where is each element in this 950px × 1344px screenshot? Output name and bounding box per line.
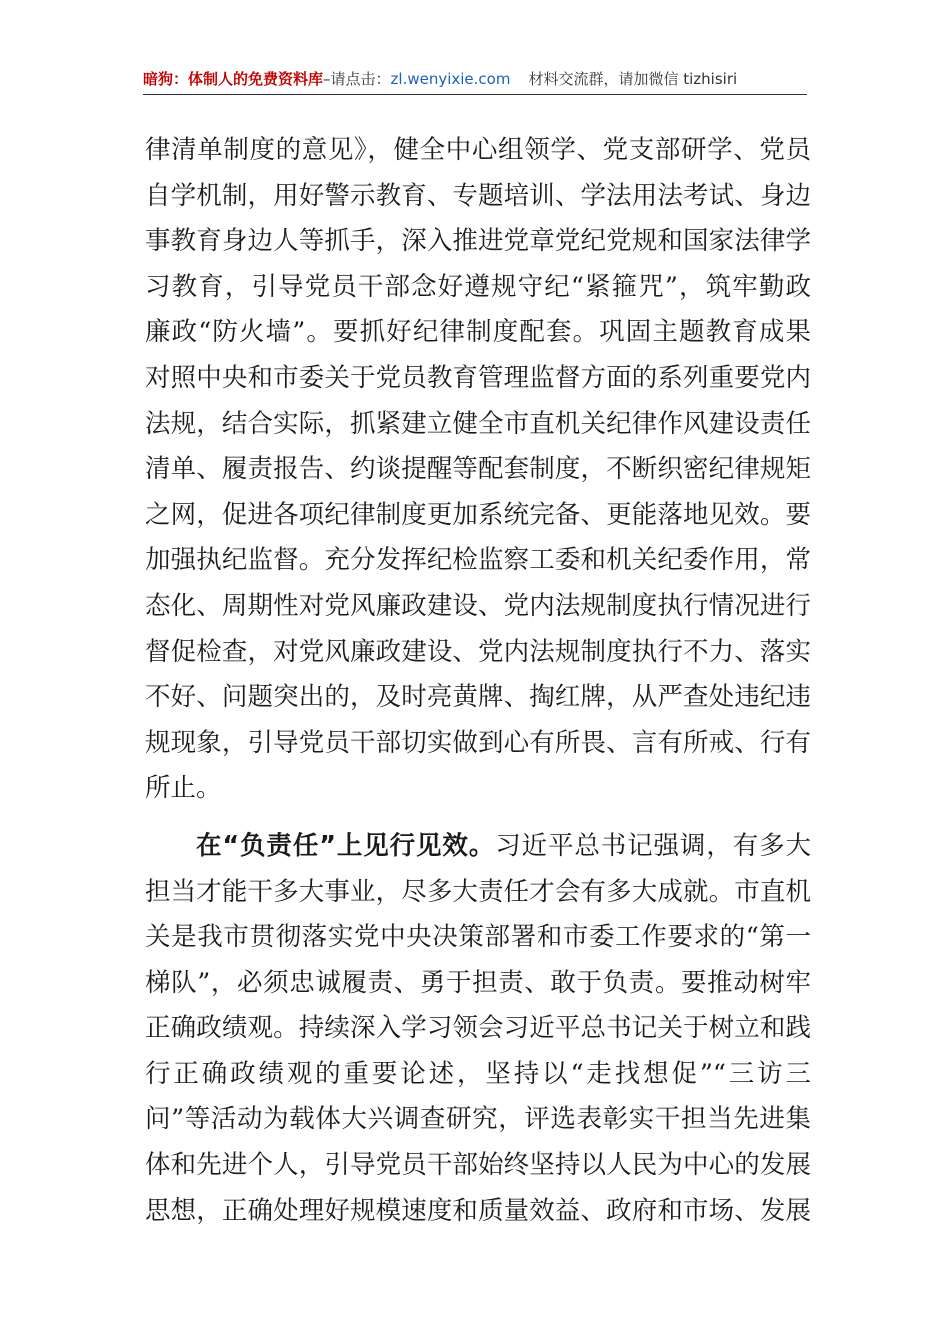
text-line: 律清单制度的意见》，健全中心组领学、党支部研学、党员 <box>145 135 811 165</box>
text-line: 事教育身边人等抓手，深入推进党章党纪党规和国家法律学 <box>145 226 811 257</box>
paragraph-gap <box>145 812 811 824</box>
text-line: 清单、履责报告、约谈提醒等配套制度，不断织密纪律规矩 <box>145 454 811 485</box>
text-line: 自学机制，用好警示教育、专题培训、学法用法考试、身边 <box>145 180 811 211</box>
text-fragment: 习近平总书记强调，有多大 <box>495 830 811 861</box>
document-body <box>145 128 811 1234</box>
paragraph-2 <box>145 824 811 1234</box>
text-line-first <box>145 824 811 870</box>
text-line: 行正确政绩观的重要论述，坚持以“走找想促”“三访三 <box>145 1058 811 1089</box>
text-line: 所止。 <box>145 773 222 804</box>
text-line: 习教育，引导党员干部念好遵规守纪“紧箍咒”，筑牢勤政 <box>145 271 811 302</box>
text-line: 廉政“防火墙”。要抓好纪律制度配套。巩固主题教育成果 <box>145 317 811 348</box>
text-line: 法规，结合实际，抓紧建立健全市直机关纪律作风建设责任 <box>145 408 811 439</box>
text-line: 问”等活动为载体大兴调查研究，评选表彰实干担当先进集 <box>145 1104 811 1135</box>
text-line: 关是我市贯彻落实党中央决策部署和市委工作要求的“第一 <box>145 922 811 953</box>
text-line: 体和先进个人，引导党员干部始终坚持以人民为中心的发展 <box>145 1150 811 1181</box>
page-header <box>143 64 807 95</box>
text-line: 梯队”，必须忠诚履责、勇于担责、敢于负责。要推动树牢 <box>145 967 811 998</box>
text-line: 督促检查，对党风廉政建设、党内法规制度执行不力、落实 <box>145 636 811 667</box>
header-url-link[interactable]: zl.wenyixie.com <box>390 70 511 88</box>
header-wechat-group: 材料交流群，请加微信 tizhisiri <box>528 70 738 88</box>
text-line: 规现象，引导党员干部切实做到心有所畏、言有所戒、行有 <box>145 727 811 758</box>
text-line: 态化、周期性对党风廉政建设、党内法规制度执行情况进行 <box>145 590 811 621</box>
text-line: 对照中央和市委关于党员教育管理监督方面的系列重要党内 <box>145 362 811 393</box>
text-line: 正确政绩观。持续深入学习领会习近平总书记关于树立和践 <box>145 1013 811 1044</box>
text-line: 之网，促进各项纪律制度更加系统完备、更能落地见效。要 <box>145 499 811 530</box>
text-line: 担当才能干多大事业，尽多大责任才会有多大成就。市直机 <box>145 876 811 907</box>
header-brand: 暗狗：体制人的免费资料库 <box>143 70 324 88</box>
header-prompt: –请点击： <box>323 70 391 88</box>
paragraph-heading: 在“负责任”上见行见效。 <box>196 830 496 861</box>
text-line: 不好、问题突出的，及时亮黄牌、掏红牌，从严查处违纪违 <box>145 682 811 713</box>
text-line: 加强执纪监督。充分发挥纪检监察工委和机关纪委作用，常 <box>145 545 811 576</box>
text-line: 思想，正确处理好规模速度和质量效益、政府和市场、发展 <box>145 1195 811 1226</box>
paragraph-1 <box>145 128 811 812</box>
